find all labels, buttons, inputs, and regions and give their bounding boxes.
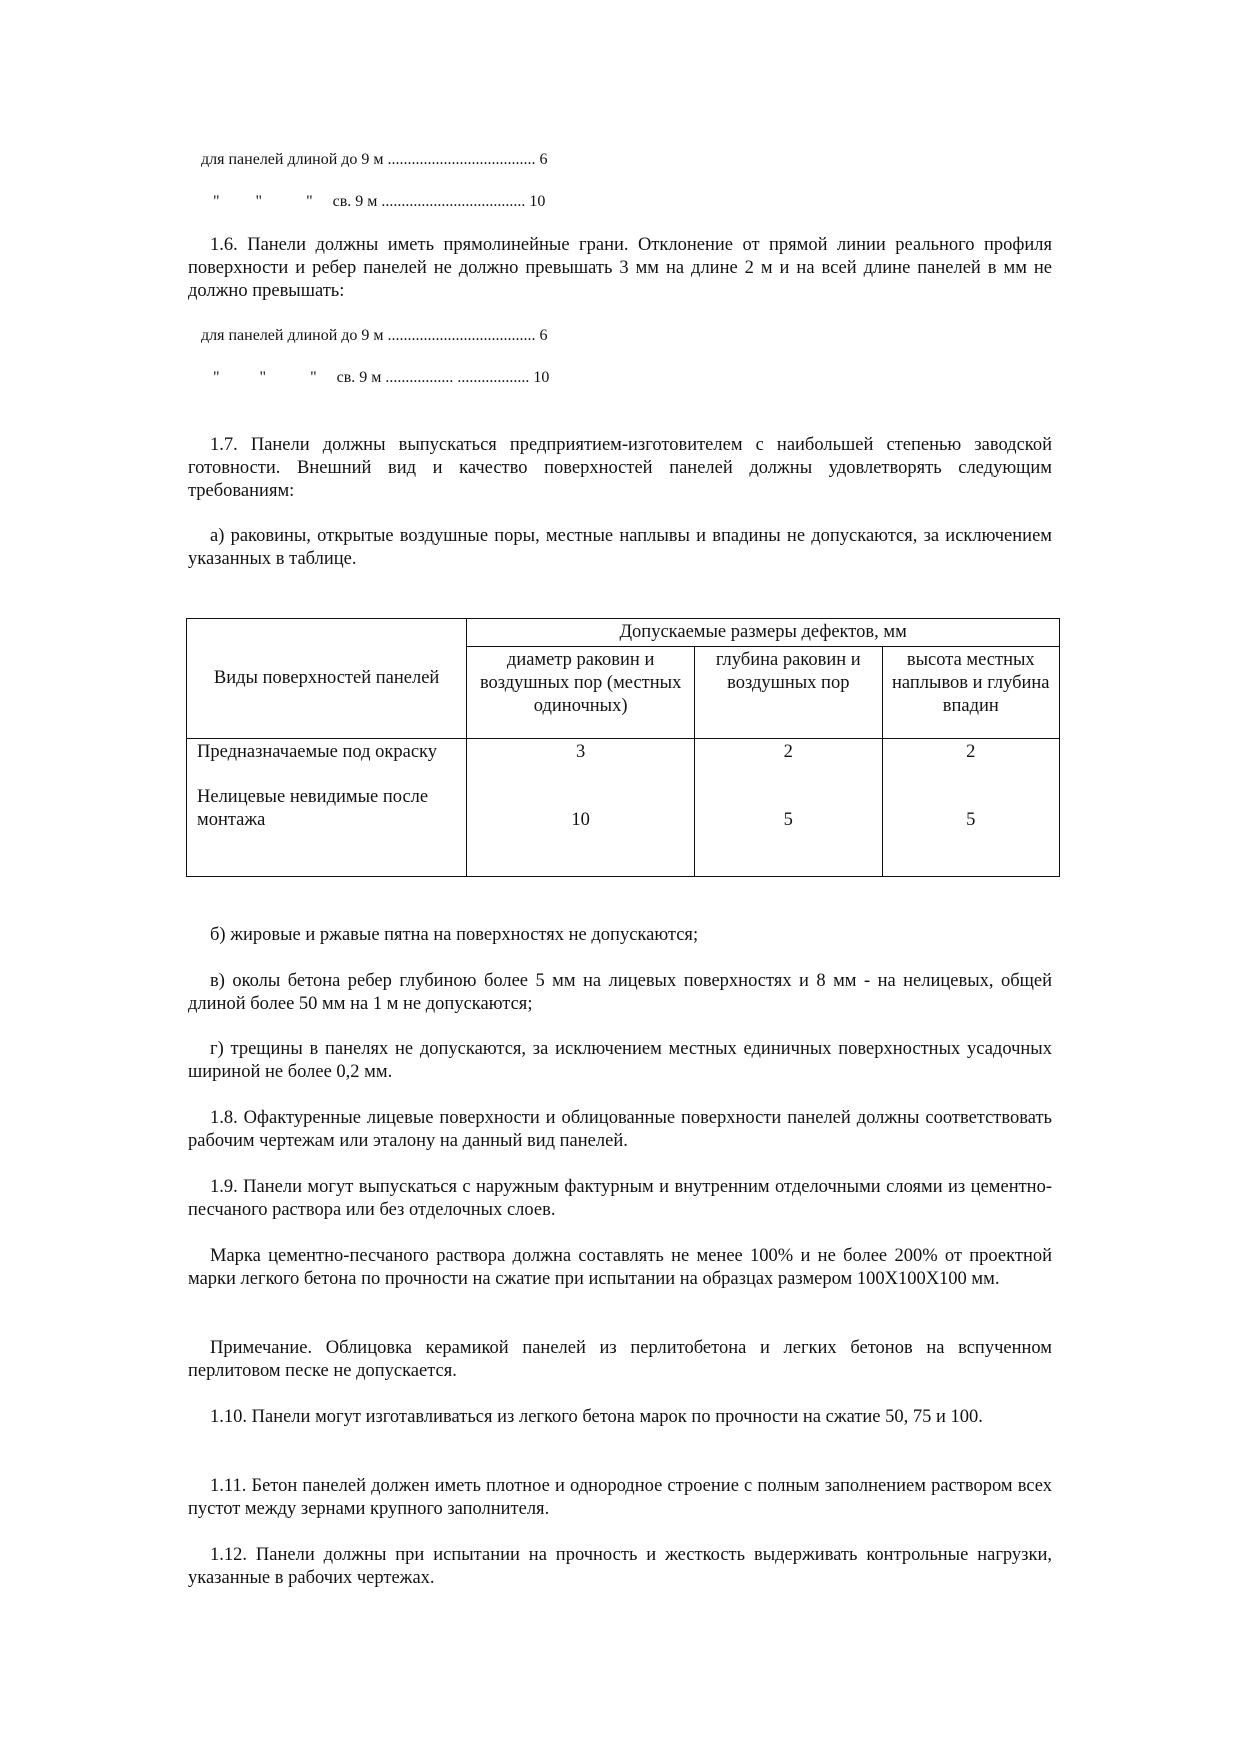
table-header-surface: Виды поверхностей панелей bbox=[187, 619, 467, 739]
table-row-labels bbox=[187, 739, 467, 877]
table-col-diameter bbox=[467, 739, 695, 877]
row-label: Нелицевые невидимые после монтажа bbox=[197, 787, 429, 830]
table-col-height bbox=[882, 739, 1059, 877]
list-line: для панелей длиной до 9 м ..................................... 6 bbox=[201, 327, 548, 344]
table-cell: 3 bbox=[576, 742, 586, 762]
table-col-depth bbox=[695, 739, 883, 877]
paragraph-a: а) раковины, открытые воздушные поры, местные наплывы и впадины не допускаются, за исключением указанных в таблице. bbox=[188, 526, 1052, 569]
paragraph-1-6: 1.6. Панели должны иметь прямолинейные грани. Отклонение от прямой линии реального профиля поверхности и ребер панелей не должно превышать 3 мм на длине 2 м и на всей длине панелей в мм не должно превышать: bbox=[188, 235, 1052, 301]
list-line: " " " св. 9 м ................. .................. 10 bbox=[201, 369, 550, 386]
table-cell: 5 bbox=[966, 810, 976, 830]
paragraph-b: б) жировые и ржавые пятна на поверхностях не допускаются; bbox=[210, 925, 699, 945]
table-cell: 2 bbox=[966, 742, 976, 762]
paragraph-1-8: 1.8. Офактуренные лицевые поверхности и облицованные поверхности панелей должны соответствовать рабочим чертежам или эталону на данный вид панелей. bbox=[188, 1108, 1052, 1151]
table-header-height: высота местных наплывов и глубина впадин bbox=[882, 647, 1059, 739]
defects-table bbox=[186, 618, 1060, 877]
paragraph-g: г) трещины в панелях не допускаются, за исключением местных единичных поверхностных усадочных шириной не более 0,2 мм. bbox=[188, 1039, 1052, 1082]
table-cell: 2 bbox=[783, 742, 793, 762]
table-cell: 5 bbox=[783, 810, 793, 830]
list-line: " " " св. 9 м .................................... 10 bbox=[201, 193, 546, 210]
paragraph-1-10: 1.10. Панели могут изготавливаться из легкого бетона марок по прочности на сжатие 50, 75 и 100. bbox=[210, 1407, 983, 1427]
row-label: Предназначаемые под окраску bbox=[197, 742, 438, 762]
list-line: для панелей длиной до 9 м ..................................... 6 bbox=[201, 151, 548, 168]
paragraph-mark: Марка цементно-песчаного раствора должна составлять не менее 100% и не более 200% от проектной марки легкого бетона по прочности на сжатие при испытании на образцах размером 100Х100Х100 мм. bbox=[188, 1246, 1052, 1289]
paragraph-note: Примечание. Облицовка керамикой панелей из перлитобетона и легких бетонов на вспученном перлитовом песке не допускается. bbox=[188, 1338, 1052, 1381]
paragraph-1-7: 1.7. Панели должны выпускаться предприятием-изготовителем с наибольшей степенью заводской готовности. Внешний вид и качество поверхностей панелей должны удовлетворять следующим требованиям: bbox=[188, 435, 1052, 501]
table-header-group: Допускаемые размеры дефектов, мм bbox=[467, 619, 1060, 647]
table-header-depth: глубина раковин и воздушных пор bbox=[695, 647, 883, 739]
table-cell: 10 bbox=[571, 810, 590, 830]
paragraph-1-11: 1.11. Бетон панелей должен иметь плотное и однородное строение с полным заполнением раствором всех пустот между зернами крупного заполнителя. bbox=[188, 1476, 1052, 1519]
paragraph-1-12: 1.12. Панели должны при испытании на прочность и жесткость выдерживать контрольные нагрузки, указанные в рабочих чертежах. bbox=[188, 1545, 1052, 1588]
paragraph-1-9: 1.9. Панели могут выпускаться с наружным фактурным и внутренним отделочными слоями из цементно-песчаного раствора или без отделочных слоев. bbox=[188, 1177, 1052, 1220]
table-header-diameter: диаметр раковин и воздушных пор (местных одиночных) bbox=[467, 647, 695, 739]
paragraph-v: в) околы бетона ребер глубиною более 5 мм на лицевых поверхностях и 8 мм - на нелицевых, общей длиной более 50 мм на 1 м не допускаются; bbox=[188, 971, 1052, 1014]
